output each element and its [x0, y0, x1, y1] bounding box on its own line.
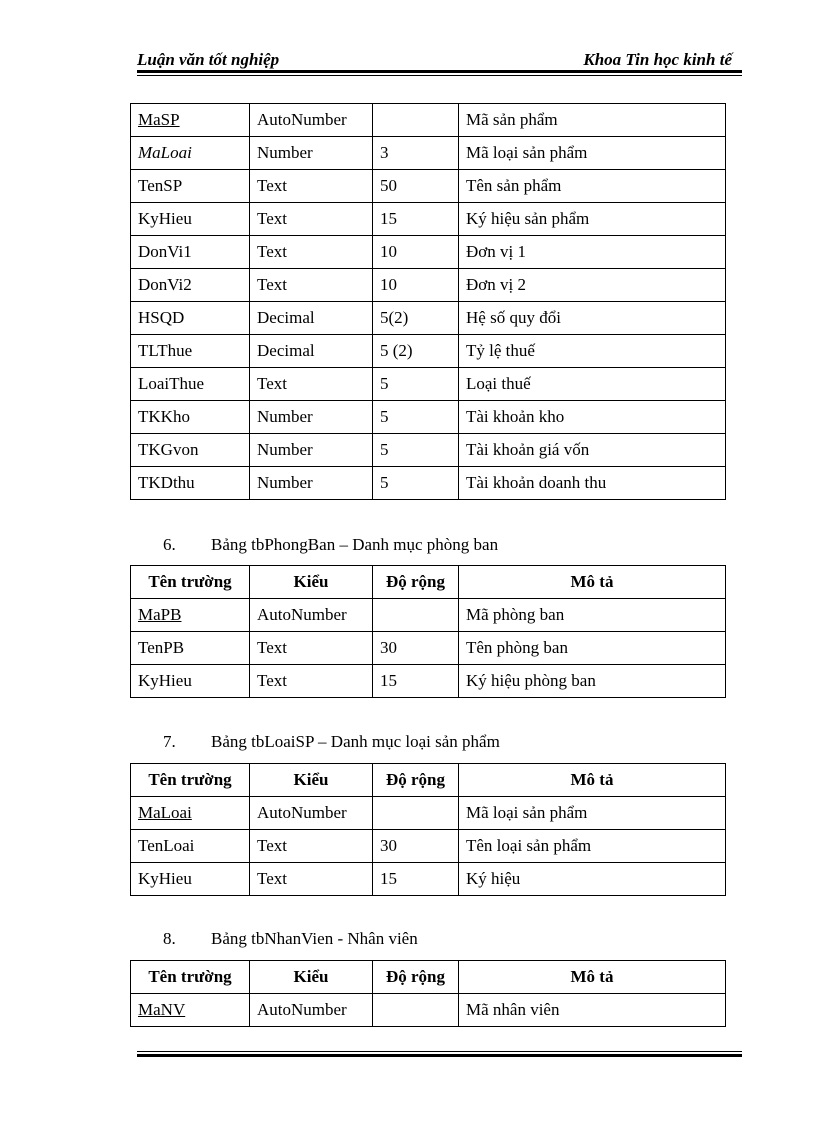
type-cell: Text	[250, 830, 373, 863]
width-cell: 5	[373, 467, 459, 500]
description-cell: Mã loại sản phẩm	[459, 797, 726, 830]
field-cell: TenSP	[131, 170, 250, 203]
section-6-caption	[163, 535, 498, 555]
description-cell: Hệ số quy đổi	[459, 302, 726, 335]
section-8-caption	[163, 929, 418, 949]
col-header-desc: Mô tả	[459, 764, 726, 797]
width-cell	[373, 599, 459, 632]
type-cell: AutoNumber	[250, 104, 373, 137]
table-row	[131, 269, 726, 302]
width-cell: 50	[373, 170, 459, 203]
description-cell: Tên sản phẩm	[459, 170, 726, 203]
field-cell: KyHieu	[131, 203, 250, 236]
table-row	[131, 302, 726, 335]
table-nhan-vien	[130, 960, 726, 1027]
field-cell: TLThue	[131, 335, 250, 368]
section-number: 7.	[163, 732, 176, 751]
description-cell: Ký hiệu phòng ban	[459, 665, 726, 698]
type-cell: Number	[250, 434, 373, 467]
table-loai-sp	[130, 763, 726, 896]
type-cell: Decimal	[250, 335, 373, 368]
type-cell: Text	[250, 632, 373, 665]
description-cell: Ký hiệu sản phẩm	[459, 203, 726, 236]
table-row	[131, 137, 726, 170]
width-cell: 3	[373, 137, 459, 170]
width-cell: 5	[373, 434, 459, 467]
width-cell	[373, 797, 459, 830]
header-faculty: Khoa Tin học kinh tế	[583, 50, 732, 69]
table-phong-ban	[130, 565, 726, 698]
description-cell: Tên phòng ban	[459, 632, 726, 665]
description-cell: Đơn vị 2	[459, 269, 726, 302]
footer-rule-thick	[137, 1054, 742, 1057]
width-cell: 10	[373, 236, 459, 269]
field-cell: HSQD	[131, 302, 250, 335]
width-cell: 5(2)	[373, 302, 459, 335]
table-row	[131, 401, 726, 434]
type-cell: AutoNumber	[250, 994, 373, 1027]
field-cell: KyHieu	[131, 665, 250, 698]
type-cell: Number	[250, 401, 373, 434]
width-cell: 15	[373, 665, 459, 698]
type-cell: Text	[250, 863, 373, 896]
table-row	[131, 467, 726, 500]
description-cell: Tài khoản doanh thu	[459, 467, 726, 500]
table-row	[131, 236, 726, 269]
field-cell: KyHieu	[131, 863, 250, 896]
section-number: 6.	[163, 535, 176, 554]
field-cell: TenLoai	[131, 830, 250, 863]
description-cell: Loại thuế	[459, 368, 726, 401]
table-row	[131, 170, 726, 203]
col-header-width: Độ rộng	[373, 961, 459, 994]
field-cell: MaLoai	[131, 797, 250, 830]
table-loai-sp-body	[131, 797, 726, 896]
header-rule-thin	[137, 75, 742, 76]
table-row	[131, 797, 726, 830]
section-title: Bảng tbLoaiSP – Danh mục loại sản phẩm	[211, 732, 500, 751]
type-cell: Text	[250, 269, 373, 302]
width-cell: 15	[373, 203, 459, 236]
table-row	[131, 434, 726, 467]
type-cell: Text	[250, 368, 373, 401]
table-header-row	[131, 566, 726, 599]
table-row	[131, 104, 726, 137]
section-title: Bảng tbNhanVien - Nhân viên	[211, 929, 418, 948]
field-cell: MaPB	[131, 599, 250, 632]
table-phong-ban-body	[131, 599, 726, 698]
table-row	[131, 994, 726, 1027]
type-cell: AutoNumber	[250, 599, 373, 632]
field-cell: TKKho	[131, 401, 250, 434]
width-cell	[373, 104, 459, 137]
field-cell: DonVi1	[131, 236, 250, 269]
width-cell: 5	[373, 401, 459, 434]
table-row	[131, 335, 726, 368]
footer-rule-thin	[137, 1051, 742, 1052]
col-header-type: Kiểu	[250, 961, 373, 994]
description-cell: Tài khoản kho	[459, 401, 726, 434]
header-thesis-title: Luận văn tốt nghiệp	[137, 50, 280, 69]
field-cell: DonVi2	[131, 269, 250, 302]
table-row	[131, 863, 726, 896]
type-cell: Number	[250, 137, 373, 170]
section-title: Bảng tbPhongBan – Danh mục phòng ban	[211, 535, 499, 554]
type-cell: Text	[250, 236, 373, 269]
width-cell: 30	[373, 632, 459, 665]
description-cell: Mã nhân viên	[459, 994, 726, 1027]
field-cell: TKGvon	[131, 434, 250, 467]
col-header-desc: Mô tả	[459, 566, 726, 599]
type-cell: Number	[250, 467, 373, 500]
field-cell: MaLoai	[131, 137, 250, 170]
page-header	[137, 48, 742, 72]
type-cell: Text	[250, 203, 373, 236]
description-cell: Tài khoản giá vốn	[459, 434, 726, 467]
type-cell: Text	[250, 170, 373, 203]
col-header-width: Độ rộng	[373, 764, 459, 797]
width-cell: 30	[373, 830, 459, 863]
col-header-desc: Mô tả	[459, 961, 726, 994]
type-cell: AutoNumber	[250, 797, 373, 830]
table-row	[131, 665, 726, 698]
field-cell: MaSP	[131, 104, 250, 137]
table-row	[131, 203, 726, 236]
table-nhan-vien-body	[131, 994, 726, 1027]
table-row	[131, 632, 726, 665]
width-cell: 5	[373, 368, 459, 401]
type-cell: Decimal	[250, 302, 373, 335]
col-header-width: Độ rộng	[373, 566, 459, 599]
description-cell: Mã phòng ban	[459, 599, 726, 632]
table-row	[131, 830, 726, 863]
col-header-field: Tên trường	[131, 566, 250, 599]
width-cell: 5 (2)	[373, 335, 459, 368]
width-cell: 15	[373, 863, 459, 896]
table-san-pham	[130, 103, 726, 500]
table-header-row	[131, 764, 726, 797]
description-cell: Đơn vị 1	[459, 236, 726, 269]
width-cell: 10	[373, 269, 459, 302]
description-cell: Ký hiệu	[459, 863, 726, 896]
field-cell: MaNV	[131, 994, 250, 1027]
type-cell: Text	[250, 665, 373, 698]
col-header-type: Kiểu	[250, 566, 373, 599]
description-cell: Mã loại sản phẩm	[459, 137, 726, 170]
col-header-field: Tên trường	[131, 764, 250, 797]
section-number: 8.	[163, 929, 176, 948]
table-san-pham-body	[131, 104, 726, 500]
table-row	[131, 368, 726, 401]
description-cell: Mã sản phẩm	[459, 104, 726, 137]
field-cell: LoaiThue	[131, 368, 250, 401]
header-rule-thick	[137, 70, 742, 73]
field-cell: TenPB	[131, 632, 250, 665]
col-header-field: Tên trường	[131, 961, 250, 994]
col-header-type: Kiểu	[250, 764, 373, 797]
table-header-row	[131, 961, 726, 994]
description-cell: Tên loại sản phẩm	[459, 830, 726, 863]
description-cell: Tỷ lệ thuế	[459, 335, 726, 368]
section-7-caption	[163, 732, 500, 752]
field-cell: TKDthu	[131, 467, 250, 500]
width-cell	[373, 994, 459, 1027]
table-row	[131, 599, 726, 632]
